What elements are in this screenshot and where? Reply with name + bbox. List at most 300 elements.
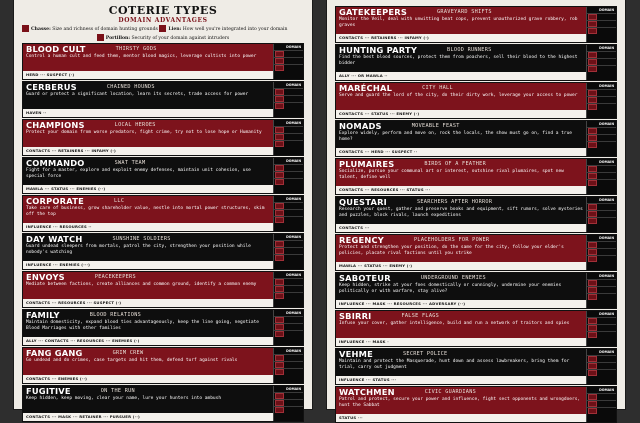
- card-subtitle: CHAINED HOUNDS: [106, 84, 155, 90]
- card-description: Patrol and protect, secure your power and influence, fight sect opponents and wrongdoers, hunt the Sabbat: [339, 397, 581, 408]
- card-title: ENVOYS: [26, 272, 65, 282]
- card-description: Infuse your cover, gather intelligence, build and run a network of traitors and spies: [339, 321, 570, 326]
- coterie-card: [22, 81, 304, 118]
- card-title: FAMILY: [26, 310, 60, 320]
- domain-label: DOMAIN: [599, 388, 614, 392]
- domain-box: [273, 310, 303, 345]
- lien-icon: [275, 248, 284, 254]
- domain-label: DOMAIN: [286, 121, 301, 125]
- domain-row-lien: [587, 400, 616, 407]
- card-header: [23, 120, 273, 130]
- domain-row-lien: [587, 324, 616, 331]
- domain-row-portillon: [587, 255, 616, 262]
- domain-row-lien: [274, 133, 303, 140]
- lien-icon: [588, 21, 597, 27]
- domain-label: DOMAIN: [599, 274, 614, 278]
- chasse-icon: [275, 241, 284, 247]
- domain-box: [586, 349, 616, 384]
- card-header: [23, 82, 273, 92]
- chasse-icon: [275, 355, 284, 361]
- card-footer: CONTACTS ··· ENEMIES (··): [23, 375, 273, 383]
- portillon-icon: [275, 331, 284, 337]
- domain-row-portillon: [587, 103, 616, 110]
- domain-row-chasse: [274, 354, 303, 361]
- domain-label: DOMAIN: [286, 83, 301, 87]
- card-subtitle: LLC: [113, 198, 125, 204]
- domain-row-chasse: [274, 316, 303, 323]
- card-footer: CONTACTS ··· RETAINERS ··· INFAMY (·): [23, 147, 273, 155]
- domain-row-lien: [587, 172, 616, 179]
- domain-box: [273, 158, 303, 193]
- card-header: [23, 348, 273, 358]
- lien-icon: [275, 362, 284, 368]
- chasse-icon: [275, 89, 284, 95]
- domain-box: [273, 120, 303, 155]
- card-description: Socialize, pursue your communal art or interest, outshine rival plumaires, spot new talent, define well: [339, 169, 564, 180]
- domain-row-portillon: [587, 293, 616, 300]
- domain-label: DOMAIN: [286, 349, 301, 353]
- card-title: VEHME: [339, 349, 373, 359]
- card-title: FUGITIVE: [26, 386, 71, 396]
- card-description: Maintain and protect the Masquerade, hunt down and assess lawbreakers, bring them for trial, carry out judgment: [339, 359, 570, 370]
- portillon-icon: [97, 34, 104, 41]
- right-page: [327, 0, 625, 420]
- lien-icon: [588, 249, 597, 255]
- card-header: [336, 83, 586, 93]
- advantages-line-1: Chasse: Size and richness of domain hunting grounds Lien: How well you're integrated into your domain: [22, 25, 304, 34]
- domain-row-lien: [274, 323, 303, 330]
- card-footer: ALLY ··· CONTACTS ··· RESOURCES ··· ENEMIES (·): [23, 337, 273, 345]
- domain-box: [586, 83, 616, 118]
- coterie-card: [335, 120, 617, 157]
- page-title: COTERIE TYPES: [108, 4, 218, 17]
- domain-row-chasse: [274, 164, 303, 171]
- portillon-icon: [588, 332, 597, 338]
- domain-label: DOMAIN: [286, 197, 301, 201]
- domain-label: DOMAIN: [599, 236, 614, 240]
- domain-label: DOMAIN: [286, 235, 301, 239]
- card-footer: MAWLA ··· STATUS ··· ENEMY (·): [336, 262, 586, 270]
- lien-icon: [275, 96, 284, 102]
- card-subtitle: BLOOD RUNNERS: [447, 47, 492, 53]
- chasse-icon: [275, 393, 284, 399]
- domain-row-chasse: [274, 240, 303, 247]
- lien-icon: [275, 172, 284, 178]
- domain-row-lien: [587, 96, 616, 103]
- domain-row-chasse: [274, 202, 303, 209]
- card-subtitle: BIRDS OF A FEATHER: [424, 161, 487, 167]
- portillon-icon: [588, 218, 597, 224]
- card-title: MARÉCHAL: [339, 83, 393, 93]
- portillon-icon: [588, 408, 597, 414]
- lien-icon: [588, 135, 597, 141]
- domain-row-portillon: [587, 141, 616, 148]
- card-description: Serve and guard the lord of the city, do their dirty work, leverage your access to power: [339, 93, 578, 98]
- coterie-card: [335, 348, 617, 385]
- coterie-card: [335, 6, 617, 43]
- card-subtitle: LOCAL HEROES: [114, 122, 156, 128]
- portillon-icon: [275, 103, 284, 109]
- card-subtitle: CITY HALL: [422, 85, 453, 91]
- card-title: DAY WATCH: [26, 234, 83, 244]
- coterie-card: [335, 272, 617, 309]
- card-title: CORPORATE: [26, 196, 84, 206]
- coterie-card: [335, 196, 617, 233]
- domain-row-chasse: [274, 50, 303, 57]
- portillon-icon: [275, 65, 284, 71]
- coterie-card: [22, 43, 304, 80]
- card-description: Maintain domesticity, expand blood ties advantageously, keep the line going, negotiate Blood Marriages with other families: [26, 320, 259, 331]
- domain-row-lien: [274, 285, 303, 292]
- coterie-card: [335, 386, 617, 423]
- card-title: REGENCY: [339, 235, 384, 245]
- domain-row-portillon: [587, 27, 616, 34]
- lien-icon: [275, 210, 284, 216]
- card-footer: MAWLA ··· STATUS ··· ENEMIES (··): [23, 185, 273, 193]
- card-title: COMMANDO: [26, 158, 85, 168]
- domain-label: DOMAIN: [286, 159, 301, 163]
- card-header: [336, 159, 586, 169]
- left-card-list: [22, 43, 304, 422]
- portillon-icon: [275, 407, 284, 413]
- chasse-icon: [588, 14, 597, 20]
- domain-box: [586, 235, 616, 270]
- domain-row-chasse: [587, 317, 616, 324]
- domain-label: DOMAIN: [599, 312, 614, 316]
- lien-icon: [159, 25, 166, 32]
- portillon-icon: [275, 293, 284, 299]
- card-title: CHAMPIONS: [26, 120, 85, 130]
- left-page: [14, 0, 312, 419]
- chasse-icon: [588, 280, 597, 286]
- domain-row-lien: [587, 248, 616, 255]
- domain-label: DOMAIN: [599, 46, 614, 50]
- right-card-list: [335, 6, 617, 423]
- card-footer: HAVEN ··: [23, 109, 273, 117]
- card-footer: CONTACTS ··· RETAINERS ··· INFAMY (·): [336, 34, 586, 42]
- domain-row-lien: [587, 134, 616, 141]
- coterie-card: [335, 44, 617, 81]
- card-header: [336, 311, 586, 321]
- chasse-icon: [275, 279, 284, 285]
- card-title: WATCHMEN: [339, 387, 395, 397]
- portillon-icon: [588, 294, 597, 300]
- portillon-icon: [588, 66, 597, 72]
- card-description: Protect your domain from worse predators, fight crime, try not to lose hope or Humanity: [26, 130, 262, 135]
- coterie-card: [335, 82, 617, 119]
- card-footer: HERD ··· SUSPECT (·): [23, 71, 273, 79]
- domain-label: DOMAIN: [286, 387, 301, 391]
- domain-label: DOMAIN: [599, 198, 614, 202]
- domain-box: [273, 386, 303, 421]
- domain-box: [273, 272, 303, 307]
- portillon-icon: [588, 142, 597, 148]
- domain-row-lien: [274, 247, 303, 254]
- portillon-icon: [275, 217, 284, 223]
- lien-icon: [275, 134, 284, 140]
- chasse-icon: [588, 242, 597, 248]
- card-header: [336, 197, 586, 207]
- domain-row-portillon: [587, 179, 616, 186]
- domain-box: [586, 7, 616, 42]
- domain-row-lien: [274, 399, 303, 406]
- domain-box: [273, 44, 303, 79]
- domain-row-chasse: [587, 241, 616, 248]
- card-description: Find the best blood sources, protect them from poachers, sell their blood to the highest bidder: [339, 55, 578, 66]
- card-footer: CONTACTS ··· HERD ··· SUSPECT ··: [336, 148, 586, 156]
- portillon-icon: [588, 256, 597, 262]
- card-title: SABOTEUR: [339, 273, 391, 283]
- card-description: Mediate between factions, create alliances and common ground, identify a common enemy: [26, 282, 257, 287]
- domain-row-lien: [587, 210, 616, 217]
- card-description: Monitor the Veil, deal with unwitting beat cops, prevent unauthorized grave robbery, rob graves: [339, 17, 578, 28]
- domain-row-chasse: [587, 355, 616, 362]
- card-footer: INFLUENCE ··· RESOURCES ··: [23, 223, 273, 231]
- domain-box: [586, 159, 616, 194]
- domain-box: [273, 234, 303, 269]
- domain-row-portillon: [274, 406, 303, 413]
- domain-row-portillon: [274, 178, 303, 185]
- card-footer: ALLY ··· OR MAWLA ··: [336, 72, 586, 80]
- card-description: Guard or protect a significant location, learn its secrets, trade access for power: [26, 92, 249, 97]
- portillon-icon: [588, 180, 597, 186]
- domain-box: [586, 197, 616, 232]
- domain-row-lien: [587, 58, 616, 65]
- domain-box: [586, 45, 616, 80]
- lien-icon: [588, 59, 597, 65]
- card-title: GATEKEEPERS: [339, 7, 407, 17]
- domain-box: [273, 82, 303, 117]
- chasse-icon: [588, 166, 597, 172]
- coterie-card: [335, 310, 617, 347]
- domain-row-lien: [274, 361, 303, 368]
- card-subtitle: CIVIC GUARDIANS: [424, 389, 477, 395]
- card-subtitle: GRAVEYARD SHIFTS: [437, 9, 492, 15]
- domain-box: [586, 311, 616, 346]
- card-header: [336, 273, 586, 283]
- card-title: SBIRRI: [339, 311, 372, 321]
- card-footer: INFLUENCE ··· MASK ··· RESOURCES ··· ADVERSARY (··): [336, 300, 586, 308]
- lien-icon: [588, 401, 597, 407]
- card-footer: CONTACTS ··· STATUS ··· ENEMY (·): [336, 110, 586, 118]
- coterie-card: [22, 157, 304, 194]
- lien-icon: [275, 400, 284, 406]
- domain-row-portillon: [587, 331, 616, 338]
- domain-row-lien: [274, 171, 303, 178]
- domain-row-chasse: [587, 393, 616, 400]
- portillon-icon: [275, 179, 284, 185]
- chasse-icon: [275, 317, 284, 323]
- domain-row-portillon: [274, 216, 303, 223]
- domain-row-portillon: [587, 65, 616, 72]
- chasse-icon: [588, 128, 597, 134]
- chasse-icon: [275, 203, 284, 209]
- chasse-icon: [275, 127, 284, 133]
- card-subtitle: MOVEABLE FEAST: [411, 123, 460, 129]
- card-footer: INFLUENCE ··· STATUS ···: [336, 376, 586, 384]
- card-footer: INFLUENCE ··· MASK ·: [336, 338, 586, 346]
- card-subtitle: BLOOD RELATIONS: [89, 312, 142, 318]
- card-subtitle: THIRSTY GODS: [115, 46, 157, 52]
- domain-box: [586, 387, 616, 422]
- domain-box: [273, 196, 303, 231]
- card-description: Go undead and do crimes, case targets and hit them, defend turf against rivals: [26, 358, 238, 363]
- card-subtitle: PLACEHOLDERS FOR POWER: [413, 237, 490, 243]
- card-subtitle: PEACEKEEPERS: [94, 274, 136, 280]
- card-header: [23, 386, 273, 396]
- card-subtitle: SEARCHERS AFTER HORROR: [416, 199, 493, 205]
- coterie-card: [22, 347, 304, 384]
- chasse-icon: [588, 356, 597, 362]
- chasse-icon: [275, 51, 284, 57]
- card-header: [336, 7, 586, 17]
- card-description: Protect and strengthen your position, do the same for the city, follow your elder's policies, placate rival factions until you strike: [339, 245, 564, 256]
- portillon-icon: [588, 104, 597, 110]
- card-title: HUNTING PARTY: [339, 45, 418, 55]
- domain-label: DOMAIN: [286, 273, 301, 277]
- card-header: [23, 310, 273, 320]
- card-title: PLUMAIRES: [339, 159, 395, 169]
- card-title: FANG GANG: [26, 348, 83, 358]
- card-subtitle: UNDERGROUND ENEMIES: [420, 275, 486, 281]
- domain-row-chasse: [274, 88, 303, 95]
- domain-label: DOMAIN: [599, 350, 614, 354]
- lien-icon: [275, 58, 284, 64]
- chasse-icon: [588, 318, 597, 324]
- lien-icon: [588, 97, 597, 103]
- coterie-card: [22, 119, 304, 156]
- lien-icon: [588, 287, 597, 293]
- card-header: [23, 272, 273, 282]
- lien-icon: [588, 325, 597, 331]
- domain-row-lien: [587, 362, 616, 369]
- domain-label: DOMAIN: [286, 311, 301, 315]
- chasse-icon: [588, 90, 597, 96]
- chasse-icon: [275, 165, 284, 171]
- domain-row-portillon: [587, 217, 616, 224]
- domain-label: DOMAIN: [599, 160, 614, 164]
- domain-row-chasse: [587, 13, 616, 20]
- domain-row-portillon: [274, 330, 303, 337]
- coterie-card: [22, 195, 304, 232]
- domain-box: [273, 348, 303, 383]
- domain-row-portillon: [274, 64, 303, 71]
- domain-row-chasse: [587, 127, 616, 134]
- domain-label: DOMAIN: [599, 84, 614, 88]
- lien-icon: [275, 286, 284, 292]
- page-subtitle: DOMAIN ADVANTAGES: [118, 17, 208, 24]
- domain-row-portillon: [587, 369, 616, 376]
- portillon-icon: [588, 370, 597, 376]
- domain-label: DOMAIN: [599, 122, 614, 126]
- domain-box: [586, 121, 616, 156]
- card-description: Keep hidden, strike at your foes domestically or cunningly, undermine your enemies politically or with warfare, stay alive?: [339, 283, 562, 294]
- lien-icon: [588, 211, 597, 217]
- chasse-icon: [22, 25, 29, 32]
- chasse-icon: [588, 204, 597, 210]
- card-subtitle: FALSE FLAGS: [401, 313, 440, 319]
- card-header: [336, 235, 586, 245]
- card-description: Explore widely, perform and move on, rock the locals, the show must go on, find a true home?: [339, 131, 572, 142]
- card-header: [336, 45, 586, 55]
- domain-label: DOMAIN: [599, 8, 614, 12]
- domain-row-portillon: [274, 292, 303, 299]
- card-title: BLOOD CULT: [26, 44, 86, 54]
- card-header: [23, 234, 273, 244]
- portillon-icon: [275, 255, 284, 261]
- card-header: [336, 387, 586, 397]
- domain-row-lien: [274, 95, 303, 102]
- domain-row-chasse: [274, 392, 303, 399]
- domain-row-chasse: [274, 278, 303, 285]
- card-footer: CONTACTS ··· RESOURCES ··· STATUS ···: [336, 186, 586, 194]
- card-description: Take care of business, grow shareholder value, nestle into mortal power structures, skim off the top: [26, 206, 265, 217]
- chasse-icon: [588, 52, 597, 58]
- card-subtitle: SWAT TEAM: [114, 160, 146, 166]
- domain-row-chasse: [587, 51, 616, 58]
- coterie-card: [22, 271, 304, 308]
- card-title: CERBERUS: [26, 82, 77, 92]
- card-header: [23, 158, 273, 168]
- domain-row-lien: [587, 286, 616, 293]
- domain-row-lien: [274, 209, 303, 216]
- card-footer: CONTACTS ···: [336, 224, 586, 232]
- coterie-card: [335, 158, 617, 195]
- card-subtitle: ON THE RUN: [100, 388, 135, 394]
- card-description: Fight for a master, explore and exploit enemy defenses, maintain unit cohesion, use special force: [26, 168, 251, 179]
- card-description: Research your quest, gather and preserve books and equipment, sift rumors, solve mysteries and puzzles, block rivals, launch expeditions: [339, 207, 583, 218]
- domain-row-portillon: [274, 102, 303, 109]
- domain-label: DOMAIN: [286, 45, 301, 49]
- card-footer: STATUS ···: [336, 414, 586, 422]
- card-header: [23, 44, 273, 54]
- card-subtitle: GRIM CREW: [112, 350, 144, 356]
- portillon-icon: [275, 369, 284, 375]
- chasse-icon: [588, 394, 597, 400]
- lien-icon: [275, 324, 284, 330]
- domain-row-chasse: [587, 89, 616, 96]
- card-header: [23, 196, 273, 206]
- coterie-card: [22, 233, 304, 270]
- card-header: [336, 121, 586, 131]
- advantages-line-2: Portillon: Security of your domain against intruders: [22, 34, 304, 43]
- domain-row-portillon: [587, 407, 616, 414]
- card-subtitle: SECRET POLICE: [402, 351, 448, 357]
- coterie-card: [22, 385, 304, 422]
- coterie-card: [335, 234, 617, 271]
- domain-row-chasse: [587, 165, 616, 172]
- lien-icon: [588, 173, 597, 179]
- card-description: Keep hidden, keep moving, clear your name, lure your hunters into ambush: [26, 396, 222, 401]
- card-subtitle: SUNSHINE SOLDIERS: [112, 236, 171, 242]
- domain-row-chasse: [587, 203, 616, 210]
- card-footer: CONTACTS ··· RESOURCES ··· SUSPECT (·): [23, 299, 273, 307]
- domain-box: [586, 273, 616, 308]
- domain-row-lien: [274, 57, 303, 64]
- domain-row-chasse: [587, 279, 616, 286]
- card-title: QUESTARI: [339, 197, 387, 207]
- card-footer: INFLUENCE ··· ENEMIES (···): [23, 261, 273, 269]
- card-title: NOMADS: [339, 121, 382, 131]
- lien-icon: [588, 363, 597, 369]
- domain-row-portillon: [274, 368, 303, 375]
- domain-row-chasse: [274, 126, 303, 133]
- domain-row-lien: [587, 20, 616, 27]
- card-header: [336, 349, 586, 359]
- domain-row-portillon: [274, 140, 303, 147]
- card-description: Control a human cult and feed them, mentor blood magics, leverage cultists into power: [26, 54, 257, 59]
- card-footer: CONTACTS ··· MASK ··· RETAINER ··· PURSUER (··): [23, 413, 273, 421]
